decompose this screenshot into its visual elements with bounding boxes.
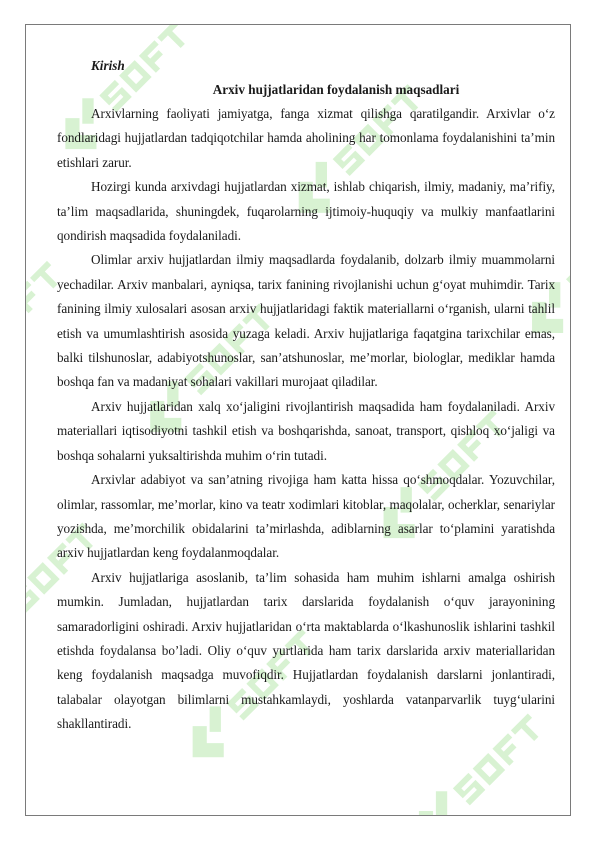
paragraph: Arxiv hujjatlariga asoslanib, ta’lim sohasida ham muhim ishlarni amalga oshirish mumkin. Jumladan, hujjatlardan tarix darslarida foydalanish o‘quv jarayonining samaradorligini oshiradi. Arxiv hujjatlaridan o‘rta maktablarda o‘lkashunoslik ishlarini tashkil etishda foydalansa bo’ladi. Oliy o‘quv yurtlarida ham tarix darslarida arxiv materiallaridan keng foydalanish maqsadga muvofiqdir. Hujjatlardan foydalanish darslarni jonlantiradi, talabalar olayotgan bilimlarni mustahkamlaydi, yoshlarda vatanparvarlik tuyg‘ularini shakllantiradi. (57, 569, 555, 732)
paragraph: Arxivlar adabiyot va san’atning rivojiga ham katta hissa qo‘shmoqdalar. Yozuvchilar, olimlar, rassomlar, me’morlar, kino va teatr xodimlari kitoblar, maqolalar, ocherklar, senariylar yozishda, me’morchilik obidalarini ta’mirlashda, adiblarning asarlar to‘plamini yaratishda arxiv hujjatlardan keng foydalanmoqdalar. (57, 472, 555, 561)
document-body (57, 54, 555, 737)
paragraph: Olimlar arxiv hujjatlardan ilmiy maqsadlarda foydalanib, dolzarb ilmiy muammolarni yechadilar. Arxiv manbalari, ayniqsa, tarix fanining rivojlanishi uchun g‘oyat muhimdir. Tarix fanining ilmiy xulosalari asosan arxiv hujjatlaridagi faktik materiallarni o‘rganish, ularni tahlil etish va umumlashtirish asosida yuzaga keladi. Arxiv hujjatlariga faqatgina tarixchilar emas, balki tilshunoslar, adabiyotshunoslar, san’atshunoslar, me’morlar, biologlar, mediklar hamda boshqa fan va madaniyat sohalari vakillari murojaat qiladilar. (57, 252, 555, 390)
document-title: Arxiv hujjatlaridan foydalanish maqsadlari (212, 82, 460, 97)
section-label: Kirish (91, 58, 125, 73)
paragraph: Arxiv hujjatlaridan xalq xo‘jaligini rivojlantirish maqsadida ham foydalaniladi. Arxiv materiallari iqtisodiyotni tashkil etish va boshqarishda, sanoat, transport, qishloq xo‘jaligi va boshqa sohalarni yuksaltirishda muhim o‘rin tutadi. (57, 398, 555, 463)
paragraph: Arxivlarning faoliyati jamiyatga, fanga xizmat qilishga qaratilgandir. Arxivlar o‘z fondlaridagi hujjatlardan tadqiqotchilar hamda aholining har tomonlama foydalanishini ta’min etishlari zarur. (57, 106, 555, 170)
paragraph: Hozirgi kunda arxivdagi hujjatlardan xizmat, ishlab chiqarish, ilmiy, madaniy, ma’rifiy, ta’lim maqsadlarida, shuningdek, fuqarolarning ijtimoiy-huquqiy va mulkiy manfaatlarini qondirish maqsadida foydalaniladi. (57, 179, 555, 244)
